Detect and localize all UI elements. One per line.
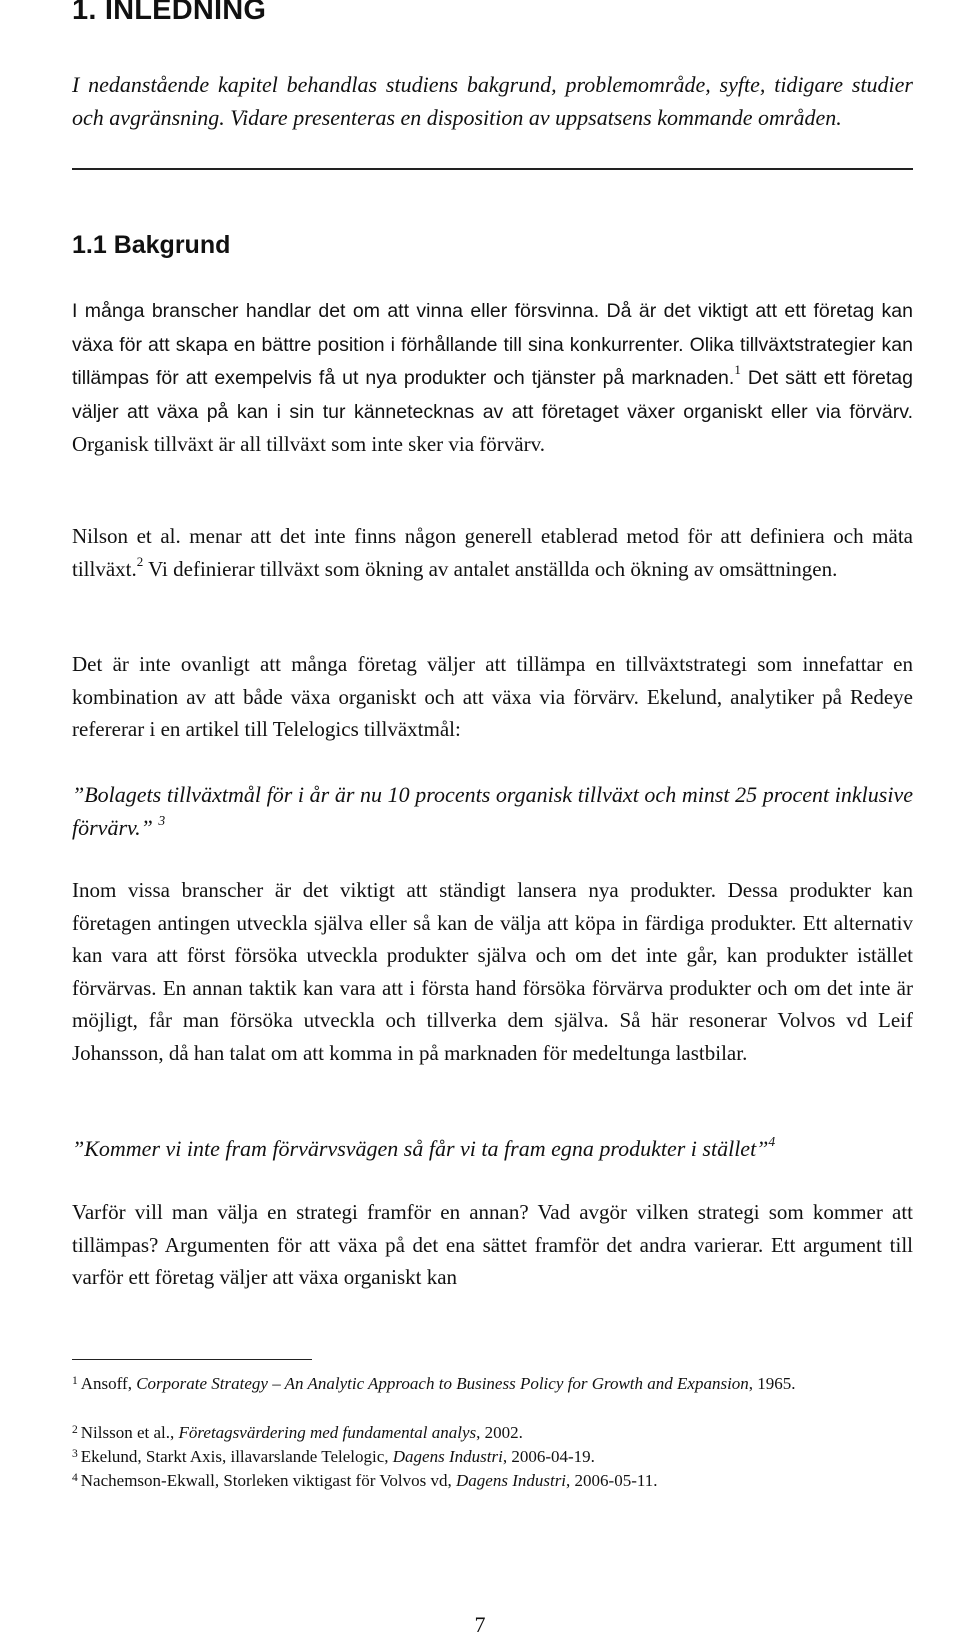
footnote-ref-3: 3: [158, 812, 166, 828]
footnote-4-post: , 2006-05-11.: [566, 1471, 658, 1490]
footnote-3-number: 3: [72, 1446, 78, 1460]
section-heading: 1.1 Bakgrund: [72, 231, 231, 259]
footnote-ref-4: 4: [768, 1133, 776, 1149]
quote-1: [72, 778, 913, 844]
footnote-2-title: Företagsvärdering med fundamental analys: [178, 1423, 477, 1442]
intro-divider: [72, 168, 913, 170]
page-number: 7: [474, 1612, 486, 1637]
footnote-3-post: , 2006-04-19.: [502, 1447, 595, 1466]
footnote-3: [72, 1445, 913, 1471]
quote-1-text: ”Bolagets tillväxtmål för i år är nu 10 procents organisk tillväxt och minst 25 procent inklusive förvärv.”: [72, 782, 913, 840]
quote-2: [72, 1132, 913, 1165]
footnote-4-pre: Nachemson-Ekwall, Storleken viktigast för Volvos vd,: [80, 1471, 456, 1490]
paragraph-5: Varför vill man välja en strategi framför en annan? Vad avgör vilken strategi som kommer att tillämpas? Argumenten för att växa på det ena sättet framför det andra varierar. Ett argument till varför ett företag väljer att växa organiskt kan: [72, 1200, 913, 1289]
footnote-1: [72, 1372, 913, 1398]
footnote-ref-2: 2: [136, 553, 144, 569]
paragraph-4: Inom vissa branscher är det viktigt att ständigt lansera nya produkter. Dessa produkter kan företagen antingen utveckla själva eller så kan de välja att köpa in färdiga produkter. Ett alternativ kan vara att först försöka utveckla produkter själva och om det inte går, kan produkter istället förvärvas. En annan taktik kan vara att i första hand försöka förvärva produkter och om det inte är möjligt, får man försöka utveckla och tillverka dem själva. Så här resonerar Volvos vd Leif Johansson, då han talat om att komma in på marknaden för medeltunga lastbilar.: [72, 878, 913, 1065]
paragraph-1-text-c: Organisk tillväxt är all tillväxt som inte sker via förvärv.: [72, 432, 545, 456]
footnote-4-number: 4: [72, 1470, 78, 1484]
paragraph-1: [72, 294, 913, 461]
chapter-heading: 1. INLEDNING: [72, 0, 267, 26]
quote-2-text: ”Kommer vi inte fram förvärvsvägen så får vi ta fram egna produkter i stället”: [72, 1136, 769, 1161]
footnote-1-pre: Ansoff,: [80, 1374, 137, 1393]
footnote-1-post: , 1965.: [748, 1374, 796, 1393]
paragraph-2-text-b: Vi definierar tillväxt som ökning av antalet anställda och ökning av omsättningen.: [143, 556, 838, 581]
paragraph-2: [72, 520, 913, 585]
footnote-4-title: Dagens Industri: [456, 1471, 567, 1490]
footnote-3-title: Dagens Industri: [392, 1447, 503, 1466]
footnote-4: [72, 1469, 913, 1495]
paragraph-1-text-a: I många branscher handlar det om att vinna eller försvinna. Då är det viktigt att ett företag kan växa för att skapa en bättre position i förhållande till sina konkurrenter. Olika tillväxtstrategier kan tillämpas för att exempelvis få ut nya produkter och tjänster på marknaden.: [72, 300, 913, 389]
paragraph-1-text-b: Det sätt ett företag väljer att växa på kan i sin tur kännetecknas av att företaget växer organiskt eller via förvärv.: [72, 367, 913, 423]
footnote-1-number: 1: [72, 1373, 78, 1387]
chapter-intro: I nedanstående kapitel behandlas studiens bakgrund, problemområde, syfte, tidigare studier och avgränsning. Vidare presenteras en disposition av uppsatsens kommande områden.: [72, 72, 913, 130]
footnote-ref-1: 1: [734, 362, 741, 378]
footnote-2-pre: Nilsson et al.,: [80, 1423, 179, 1442]
footnote-divider: [72, 1359, 312, 1360]
paragraph-3: Det är inte ovanligt att många företag väljer att tillämpa en tillväxtstrategi som innefattar en kombination av att både växa organiskt och att växa via förvärv. Ekelund, analytiker på Redeye refererar i en artikel till Telelogics tillväxtmål:: [72, 652, 913, 741]
footnote-3-pre: Ekelund, Starkt Axis, illavarslande Telelogic,: [80, 1447, 393, 1466]
paragraph-2-text-a: Nilson et al. menar att det inte finns någon generell etablerad metod för att definiera och mäta tillväxt.: [72, 524, 913, 581]
footnote-1-title: Corporate Strategy – An Analytic Approach to Business Policy for Growth and Expansion: [136, 1374, 749, 1393]
footnote-2: [72, 1421, 913, 1447]
footnote-2-post: , 2002.: [476, 1423, 523, 1442]
footnote-2-number: 2: [72, 1422, 78, 1436]
